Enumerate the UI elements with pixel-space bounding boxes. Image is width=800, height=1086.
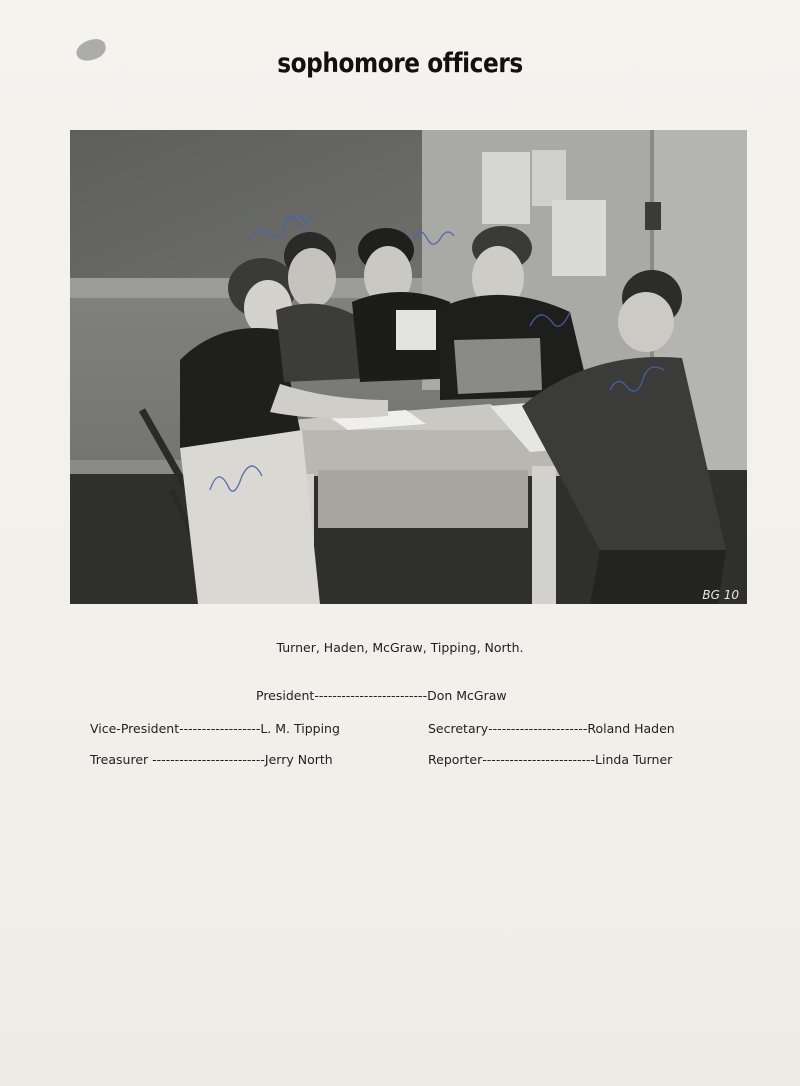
officer-role: President: [256, 688, 315, 703]
group-photo: [70, 130, 747, 604]
leader-dashes: -------------------------: [148, 752, 265, 767]
officer-name: Roland Haden: [587, 721, 675, 736]
officer-treasurer-row: [90, 752, 333, 767]
officer-name: L. M. Tipping: [260, 721, 340, 736]
officer-role: Secretary: [428, 721, 489, 736]
officer-reporter-row: [428, 752, 672, 767]
page-title: sophomore officers: [277, 48, 523, 79]
officer-secretary-row: [428, 721, 675, 736]
leader-dashes: -------------------------: [482, 752, 596, 767]
officer-role: Vice-President: [90, 721, 180, 736]
group-photo-illustration: [70, 130, 747, 604]
officer-vice-president-row: [90, 721, 340, 736]
photo-caption: Turner, Haden, McGraw, Tipping, North.: [276, 640, 524, 655]
officer-role: Reporter: [428, 752, 483, 767]
officer-name: Linda Turner: [595, 752, 673, 767]
leader-dashes: ------------------: [179, 721, 261, 736]
officer-name: Jerry North: [264, 752, 333, 767]
officer-president-row: [256, 688, 507, 703]
officer-name: Don McGraw: [427, 688, 507, 703]
officer-role: Treasurer: [90, 752, 149, 767]
leader-dashes: ----------------------: [488, 721, 588, 736]
photo-code: BG 10: [702, 588, 739, 602]
leader-dashes: -------------------------: [314, 688, 428, 703]
